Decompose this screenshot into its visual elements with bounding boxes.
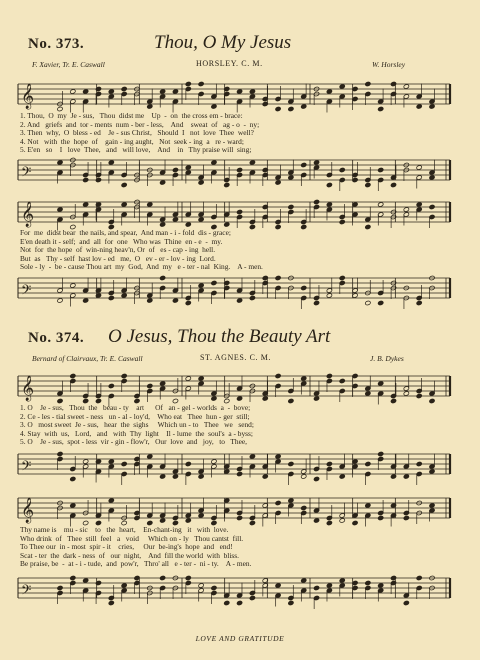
music-staff-treble	[14, 76, 454, 116]
music-staff-bass	[14, 152, 454, 192]
hymn-tune: HORSLEY. C. M.	[196, 59, 263, 68]
music-staff-treble	[14, 194, 454, 234]
svg-text:𝄞: 𝄞	[21, 376, 35, 401]
lyric-line: But as Thy - self hast lov - ed me, O ev - er - lov - ing Lord.	[20, 254, 216, 263]
hymn-composer: J. B. Dykes	[370, 354, 404, 363]
page-footer: LOVE AND GRATITUDE	[195, 634, 285, 643]
lyric-line: 4. Stay with us, Lord, and with Thy light Il - lume the soul's a - byss;	[20, 429, 253, 438]
lyric-line: Be praise, be - at - i - tude, and pow'r, Thro' all e - ter - ni - ty. A - men.	[20, 560, 252, 569]
lyric-line: 5. E'en so I love Thee, and will love, And in Thy praise will sing;	[20, 146, 252, 155]
hymn-composer: W. Horsley	[372, 60, 406, 69]
lyric-line: Not for the hope of win-ning heav'n, Or of es - cap - ing hell.	[20, 246, 216, 255]
lyric-line: 3. O most sweet Je - sus, hear the sighs Which un - to Thee we send;	[20, 421, 254, 430]
hymn-author: Bernard of Clairvaux, Tr. E. Caswall	[32, 354, 143, 363]
svg-text:𝄞: 𝄞	[21, 498, 35, 523]
music-staff-bass	[14, 446, 454, 486]
lyric-line: Who drink of Thee still feel a void Which on - ly Thou cantst fill.	[20, 534, 244, 543]
svg-text:𝄞: 𝄞	[21, 84, 35, 109]
lyrics-block	[20, 404, 450, 447]
lyric-line: Sole - ly - be - cause Thou art my God, And my e - ter - nal King. A - men.	[20, 263, 263, 272]
lyric-line: 3. Then why, O bless - ed Je - sus Christ, Should I not love Thee well?	[20, 129, 254, 138]
hymn-title: Thou, O My Jesus	[154, 32, 292, 53]
svg-text:𝄢: 𝄢	[21, 458, 32, 477]
music-staff-treble	[14, 490, 454, 530]
lyric-line: To Thee our in - most spir - it cries, Our be-ing's hope and end!	[20, 543, 233, 552]
svg-text:𝄢: 𝄢	[21, 282, 32, 301]
lyric-line: 1. O Je - sus, Thou the beau - ty art Of an - gel - worlds a - bove;	[20, 404, 251, 412]
lyric-line: Thy name is mu - sic to the heart, En-chant-ing it with love.	[20, 526, 229, 534]
music-staff-bass	[14, 270, 454, 310]
lyric-line: 1. Thou, O my Je - sus, Thou didst me Up - on the cross em - brace:	[20, 112, 243, 120]
lyrics-block	[20, 112, 450, 155]
svg-text:𝄢: 𝄢	[21, 164, 32, 183]
svg-text:𝄢: 𝄢	[21, 582, 32, 601]
lyrics-block	[20, 229, 450, 272]
hymn-author: F. Xavier, Tr. E. Caswall	[32, 60, 105, 69]
lyric-line: 2. Ce - les - tial sweet - ness un - al - loy'd, Who eat Thee hun - ger still;	[20, 412, 250, 421]
lyrics-block	[20, 526, 450, 569]
lyric-line: 5. O Je - sus, spot - less vir - gin - flow'r, Our love and joy, to Thee,	[20, 438, 248, 447]
hymn-number: No. 373.	[28, 36, 85, 52]
lyric-line: For me didst bear the nails, and spear, And man - i - fold dis - grace;	[20, 229, 231, 237]
svg-text:𝄞: 𝄞	[21, 202, 35, 227]
lyric-line: 2. And griefs and tor - ments num - ber - less, And sweat of ag - o - ny;	[20, 120, 260, 129]
music-staff-bass	[14, 570, 454, 610]
hymn-title: O Jesus, Thou the Beauty Art	[108, 326, 331, 347]
hymn-tune: ST. AGNES. C. M.	[200, 353, 272, 362]
lyric-line: Scat - ter the dark - ness of our night, And fill the world with bliss.	[20, 551, 240, 560]
lyric-line: 4. Not with the hope of gain - ing aught, Not seek - ing a re - ward;	[20, 137, 244, 146]
lyric-line: E'en death it - self; and all for one Who was Thine en - e - my.	[20, 237, 223, 246]
music-staff-treble	[14, 368, 454, 408]
hymn-number: No. 374.	[28, 330, 85, 346]
